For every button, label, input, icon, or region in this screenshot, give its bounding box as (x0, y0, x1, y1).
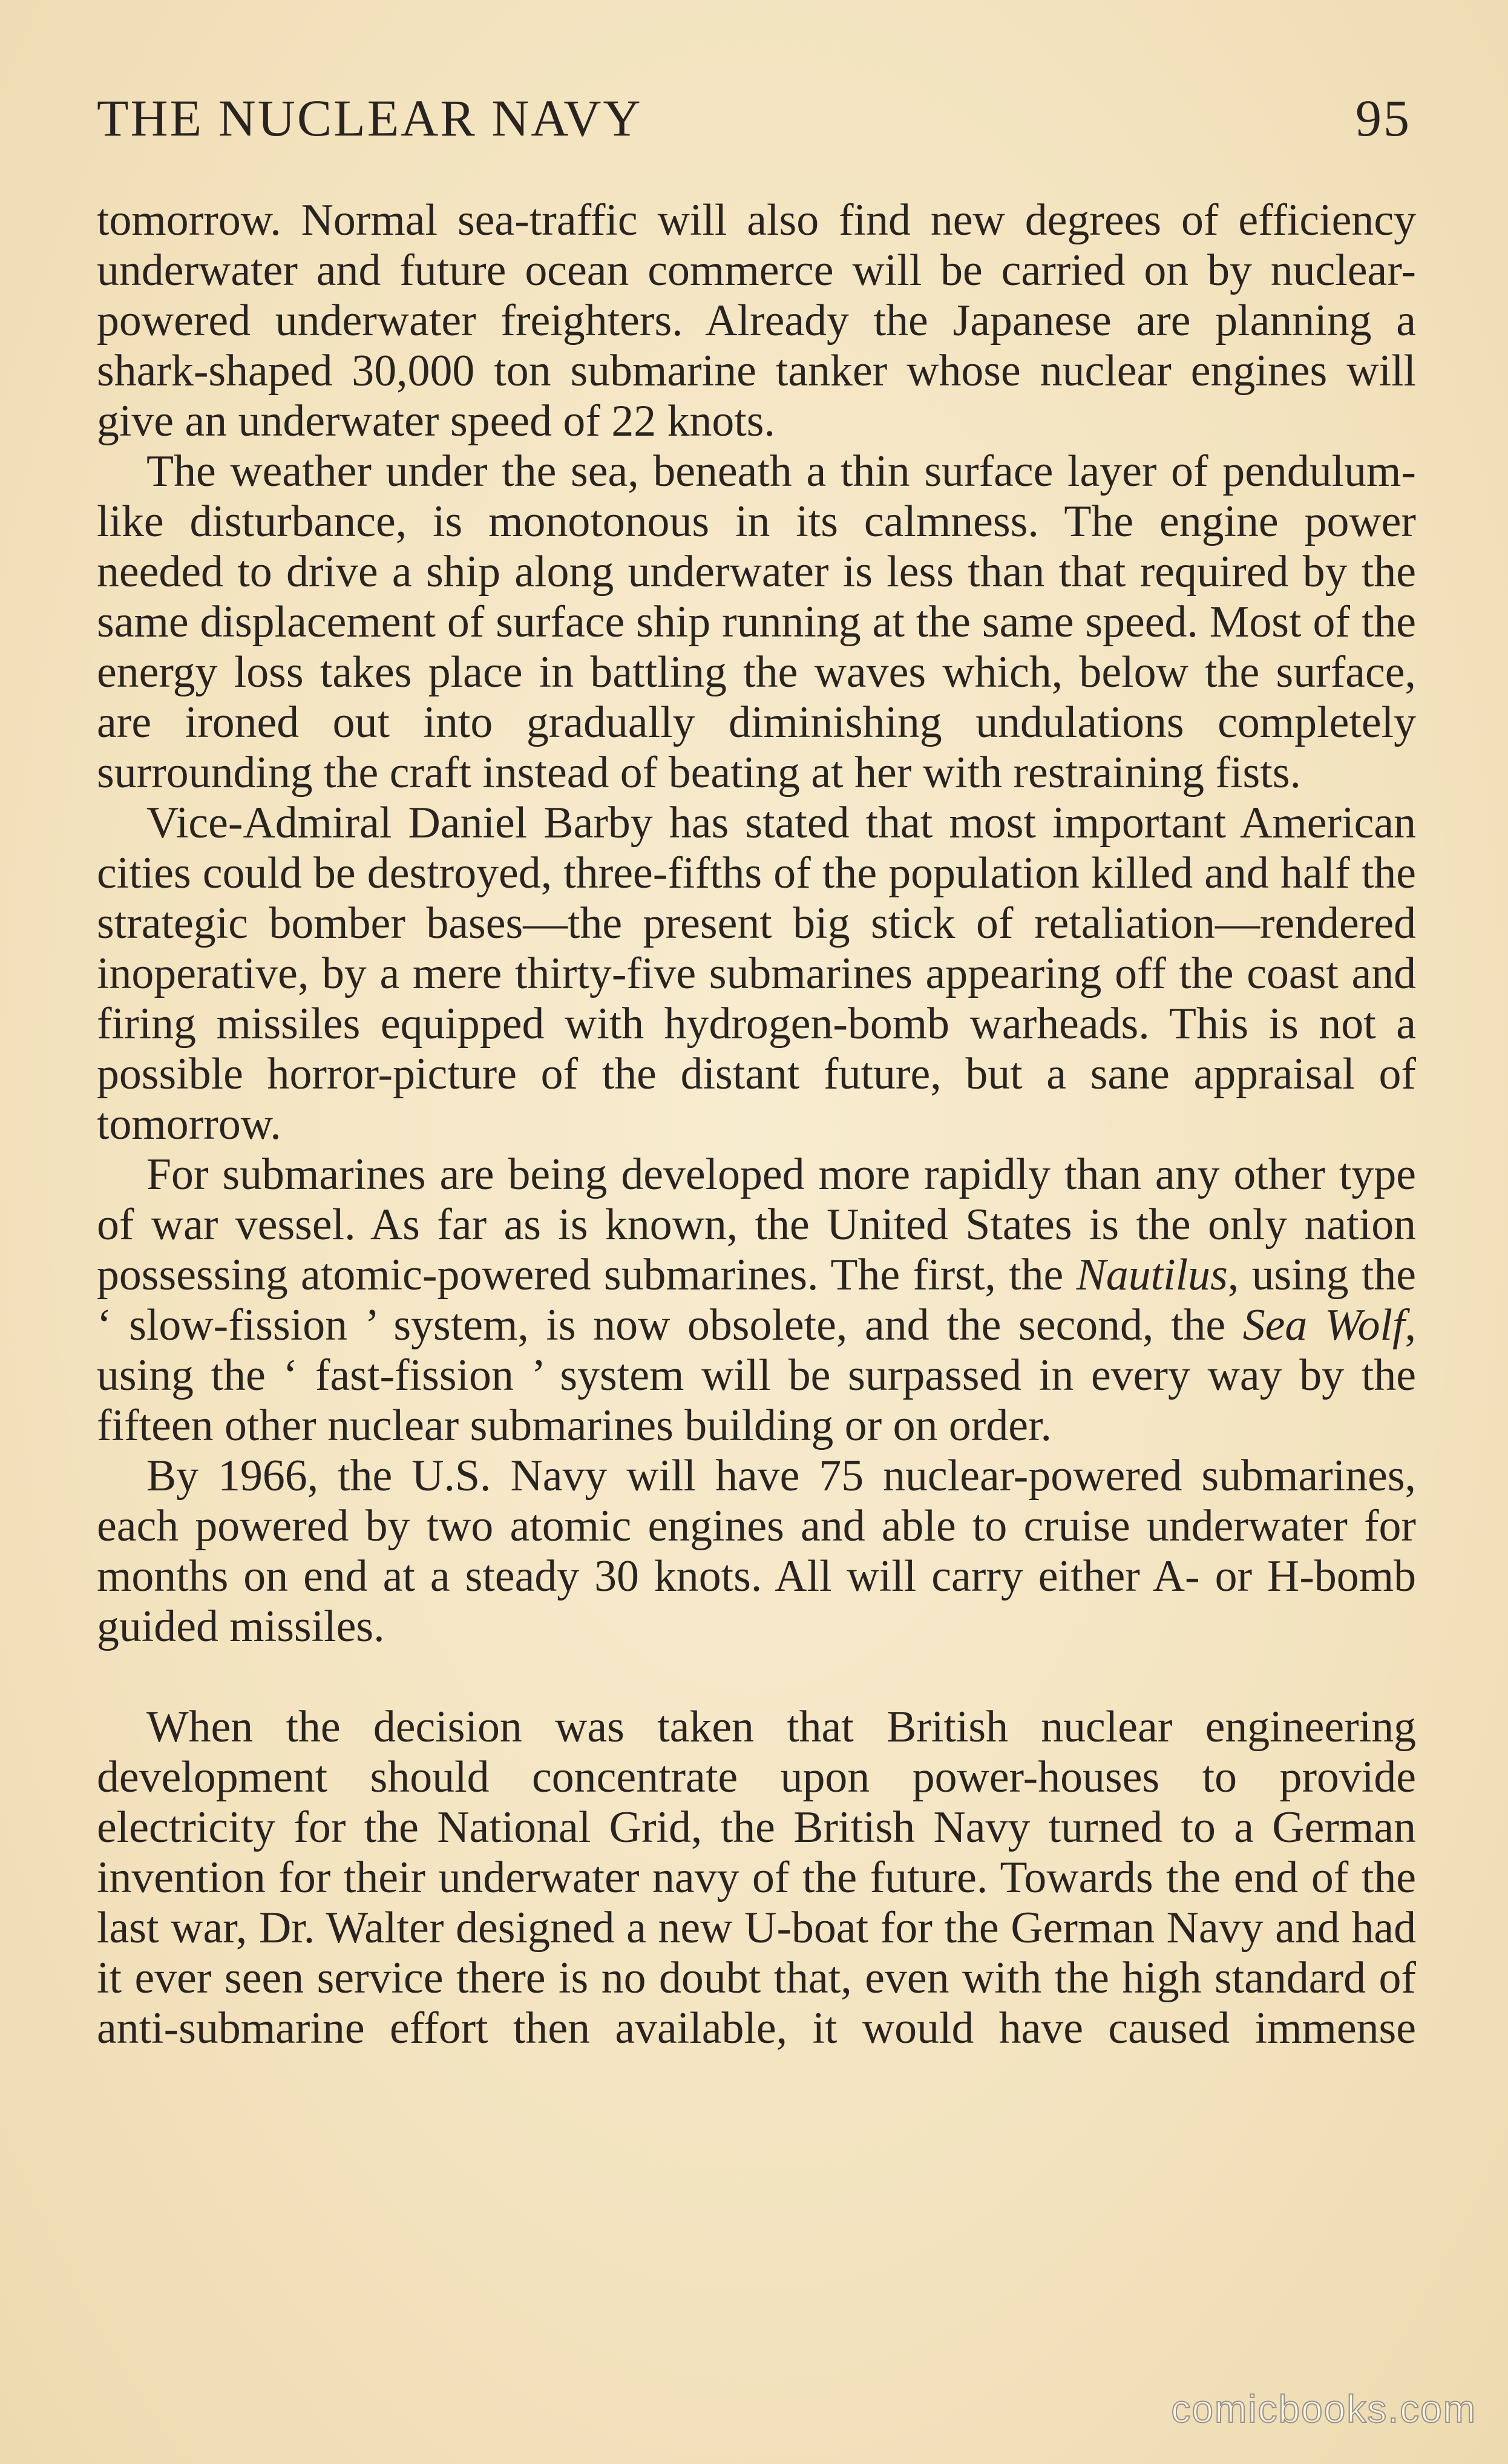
page-header (97, 85, 1411, 151)
page-number: 95 (1356, 89, 1411, 147)
body-text (97, 195, 1416, 2053)
watermark-logo: comicbooks.com (1171, 2387, 1477, 2431)
paragraph-3: Vice-Admiral Daniel Barby has stated that most important American cities could be destroyed, three-fifths of the population killed and half the strategic bomber bases—the present big stick of retaliation—rendered inoperative, by a mere thirty-five submarines appearing off the coast and firing missiles equipped with hydrogen-bomb warheads. This is not a possible horror-picture of the distant future, but a sane appraisal of tomorrow. (97, 798, 1416, 1148)
section-two (97, 1702, 1416, 2053)
paragraph-4 (97, 1149, 1416, 1450)
paragraph-4-part-1: For submarines are being developed more rapidly than any other type of war vessel. As far as is known, the United States is the only nation possessing atomic-powered submarines. The first, the (97, 1149, 1416, 1299)
section-break (97, 1651, 1416, 1702)
paragraph-6: When the decision was taken that British nuclear engineering development should concentrate upon power-houses to provide electricity for the National Grid, the British Navy turned to a German invention for their underwater navy of the future. Towards the end of the last war, Dr. Walter designed a new U-boat for the German Navy and had it ever seen service there is no doubt that, even with the high standard of anti-submarine effort then available, it would have caused immense (97, 1702, 1416, 2053)
ship-name-nautilus: Nautilus (1076, 1250, 1228, 1299)
paragraph-4-part-3: , using the ‘ fast-fission ’ system will be surpassed in every way by the fifteen other nuclear submarines building or on order. (97, 1300, 1417, 1450)
running-head: THE NUCLEAR NAVY (97, 89, 643, 147)
paragraph-2: The weather under the sea, beneath a thin surface layer of pendulum-like disturbance, is monotonous in its calmness. The engine power needed to drive a ship along underwater is less than that required by the same displacement of surface ship running at the same speed. Most of the energy loss takes place in battling the waves which, below the surface, are ironed out into gradually diminishing undulations completely surrounding the craft instead of beating at her with restraining fists. (97, 446, 1416, 797)
ship-name-sea-wolf: Sea Wolf (1242, 1300, 1405, 1349)
paragraph-5: By 1966, the U.S. Navy will have 75 nuclear-powered submarines, each powered by two atomic engines and able to cruise underwater for months on end at a steady 30 knots. All will carry either A- or H-bomb guided missiles. (97, 1450, 1416, 1651)
paragraph-4-part-2: , using the ‘ slow-fission ’ system, is now obsolete, and the second, the (97, 1250, 1417, 1349)
paragraph-1: tomorrow. Normal sea-traffic will also find new degrees of efficiency underwater and future ocean commerce will be carried on by nuclear-powered underwater freighters. Already the Japanese are planning a shark-shaped 30,000 ton submarine tanker whose nuclear engines will give an underwater speed of 22 knots. (97, 195, 1416, 445)
